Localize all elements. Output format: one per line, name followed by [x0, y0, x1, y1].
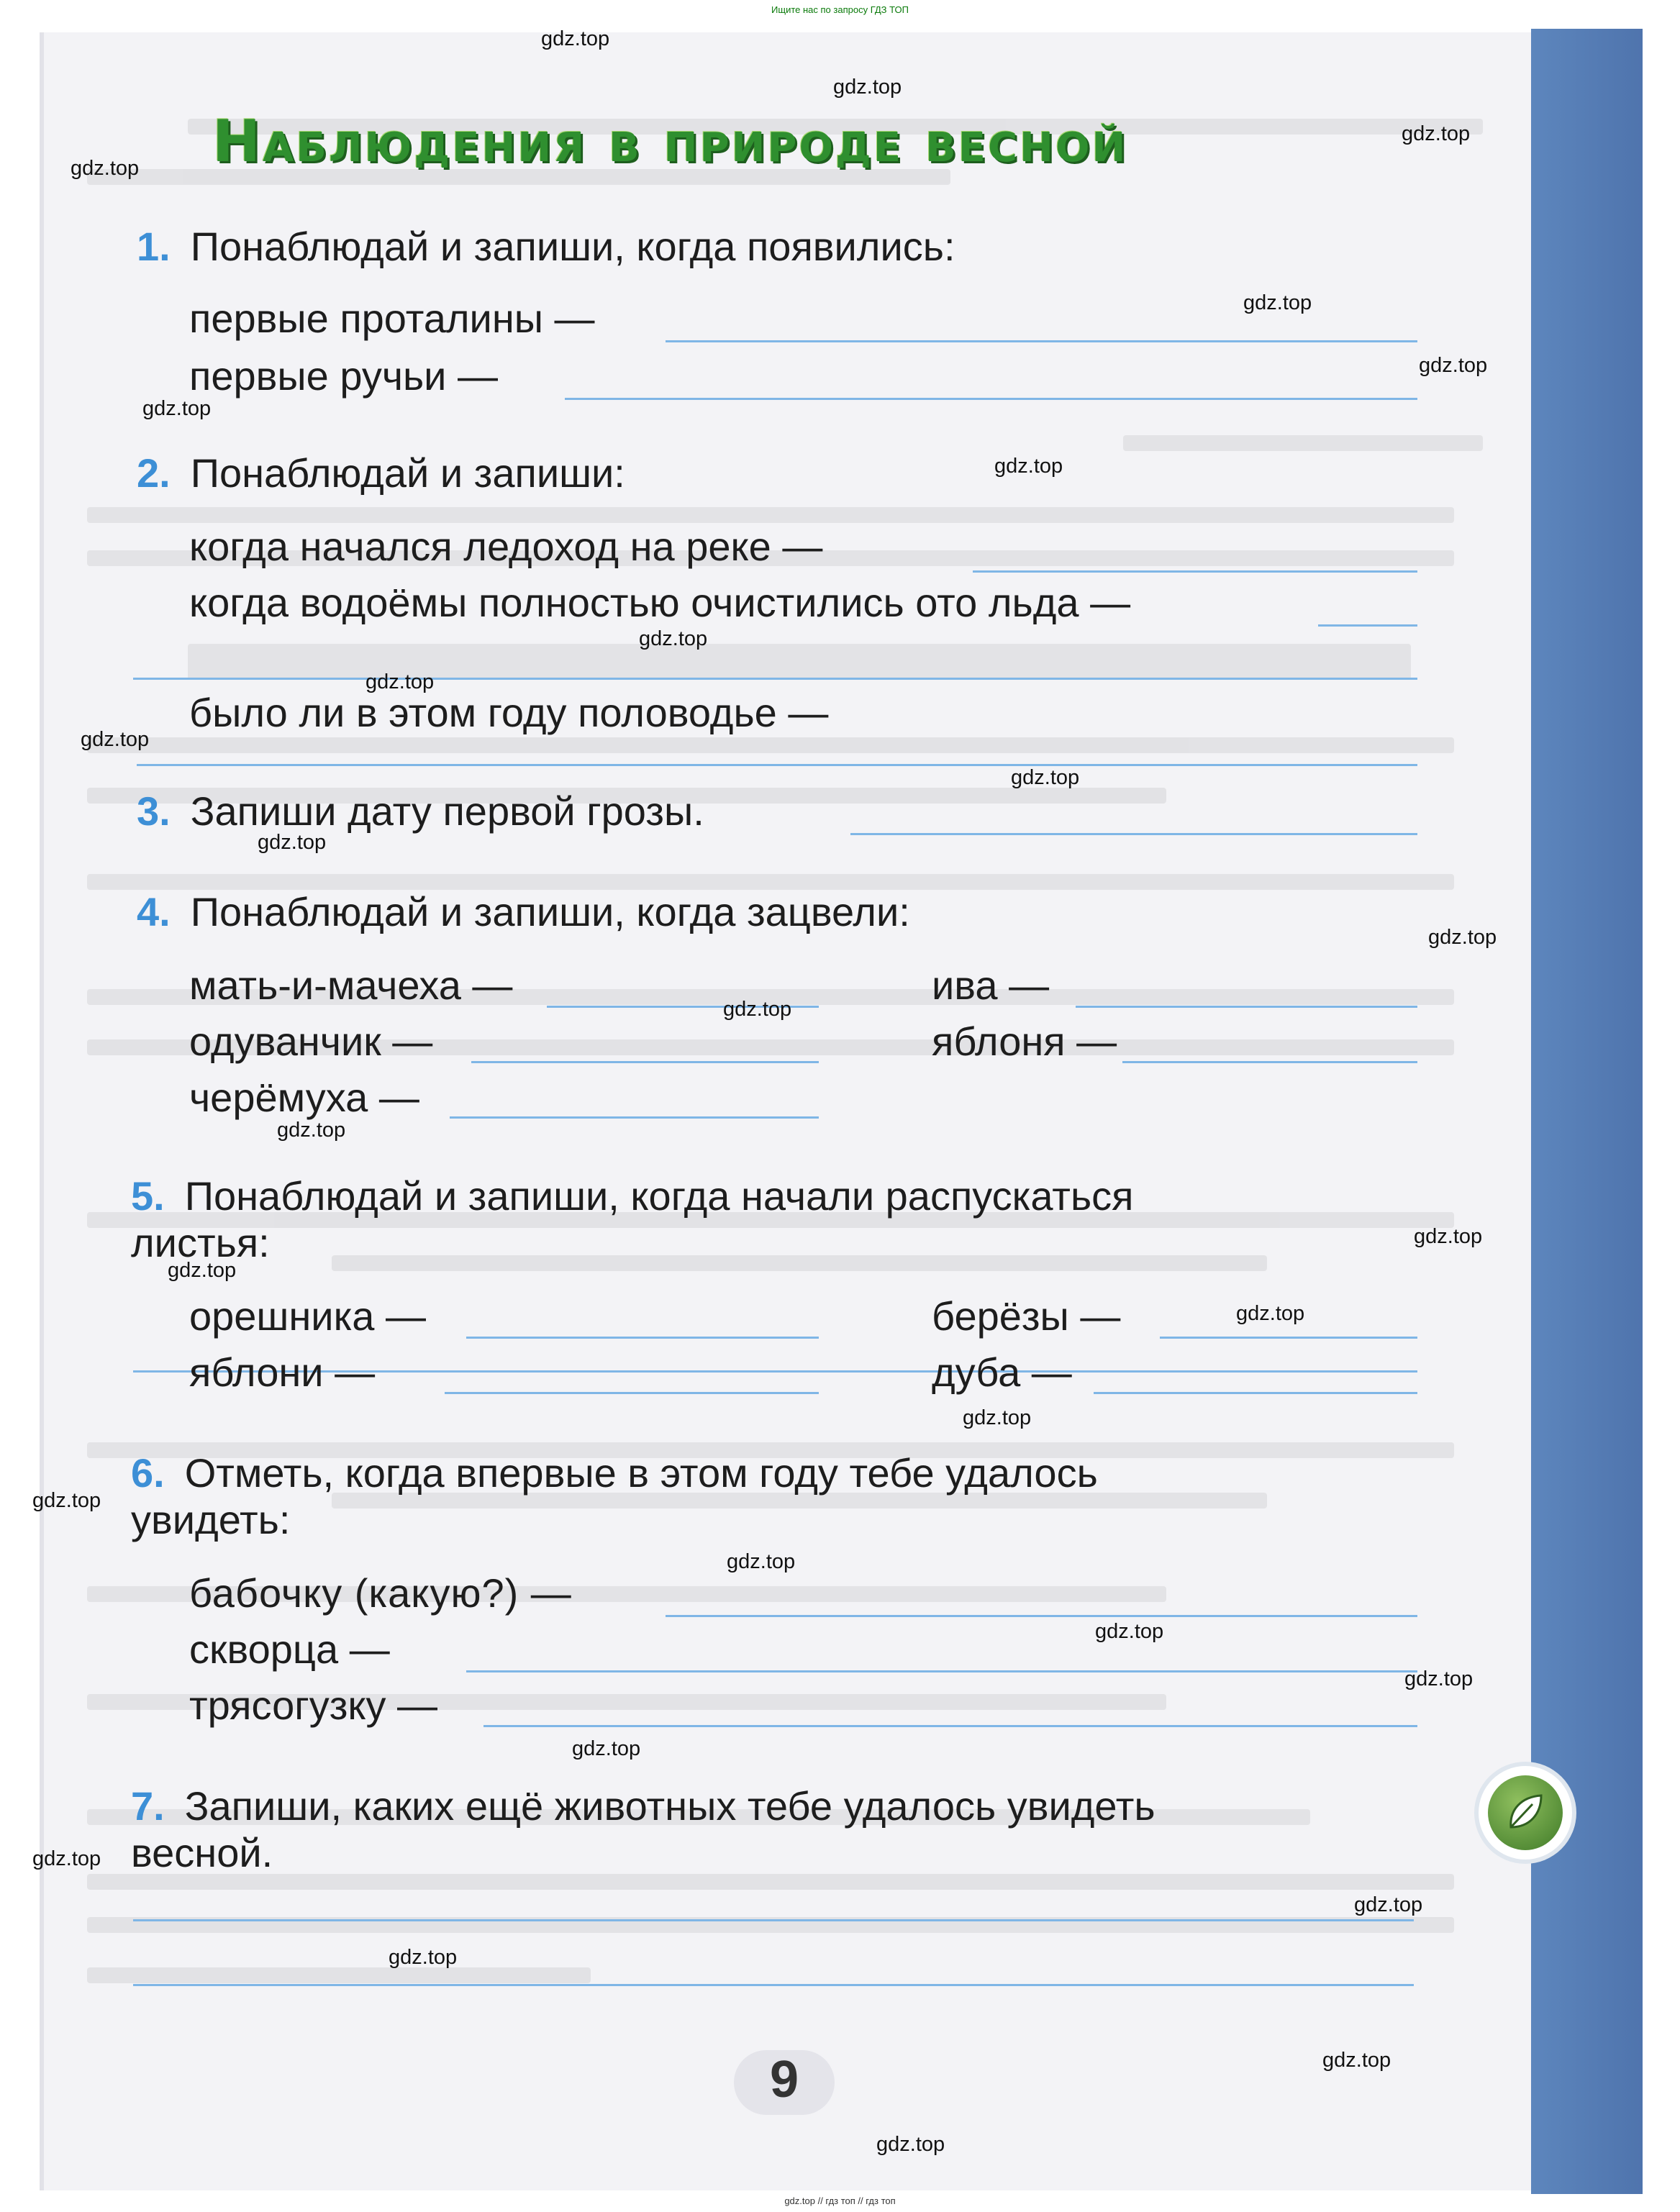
watermark: gdz.top: [572, 1737, 641, 1760]
answer-line[interactable]: [137, 764, 1417, 766]
watermark: gdz.top: [365, 670, 435, 693]
watermark: gdz.top: [1428, 926, 1497, 949]
watermark: gdz.top: [723, 998, 792, 1021]
answer-line[interactable]: [1122, 1061, 1417, 1063]
watermark: gdz.top: [994, 455, 1063, 478]
task-6-item-wagtail: трясогузку —: [189, 1683, 438, 1728]
watermark: gdz.top: [277, 1119, 346, 1142]
task-6-heading-cont: увидеть:: [131, 1497, 291, 1542]
answer-line[interactable]: [445, 1392, 819, 1394]
task-5-item-birch: берёзы —: [932, 1293, 1121, 1339]
task-1-item-streams: первые ручьи —: [189, 353, 499, 399]
answer-line[interactable]: [1094, 1392, 1417, 1394]
task-4-item-coltsfoot: мать-и-мачеха —: [189, 962, 513, 1008]
task-4-item-dandelion: одуванчик —: [189, 1019, 433, 1064]
page-edge-bar: [1531, 29, 1643, 2194]
watermark: gdz.top: [32, 1489, 101, 1512]
answer-line[interactable]: [666, 1615, 1417, 1617]
task-6-heading: 6. Отметь, когда впервые в этом году тебе удалось: [131, 1450, 1098, 1496]
task-5-item-apple: яблони —: [189, 1349, 376, 1395]
answer-line[interactable]: [973, 570, 1417, 573]
task-5-heading-cont: листья:: [131, 1220, 270, 1265]
task-6-item-starling: скворца —: [189, 1626, 390, 1672]
task-1-item-thaw: первые проталины —: [189, 296, 595, 341]
task-3-heading: 3. Запиши дату первой грозы.: [137, 788, 704, 834]
task-6-item-butterfly: бабочку (какую?) —: [189, 1570, 572, 1616]
watermark: gdz.top: [1322, 2049, 1391, 2072]
answer-line[interactable]: [133, 1919, 1414, 1921]
watermark: gdz.top: [1419, 354, 1488, 377]
watermark: gdz.top: [1095, 1620, 1164, 1643]
answer-line[interactable]: [850, 833, 1417, 835]
task-4-item-apple: яблоня —: [932, 1019, 1117, 1064]
task-5-item-oak: дуба —: [932, 1349, 1072, 1395]
task-2-heading: 2. Понаблюдай и запиши:: [137, 450, 625, 496]
watermark: gdz.top: [727, 1550, 796, 1573]
watermark: gdz.top: [32, 1847, 101, 1870]
answer-line[interactable]: [1318, 624, 1417, 627]
footer-note: gdz.top // гдз топ // гдз топ: [784, 2195, 896, 2206]
leaf-icon: [1504, 1790, 1547, 1836]
watermark: gdz.top: [1354, 1893, 1423, 1916]
answer-line[interactable]: [1160, 1337, 1417, 1339]
watermark: gdz.top: [1402, 122, 1471, 145]
answer-line[interactable]: [133, 678, 1417, 680]
watermark: gdz.top: [1236, 1302, 1305, 1325]
task-5-heading: 5. Понаблюдай и запиши, когда начали распускаться: [131, 1173, 1134, 1219]
task-7-heading-cont: весной.: [131, 1830, 273, 1875]
answer-line[interactable]: [450, 1116, 819, 1119]
leaf-badge: [1479, 1766, 1572, 1860]
watermark: gdz.top: [142, 397, 212, 420]
watermark: gdz.top: [71, 157, 140, 180]
answer-line[interactable]: [565, 398, 1417, 400]
task-5-item-hazel: орешника —: [189, 1293, 426, 1339]
watermark: gdz.top: [541, 27, 610, 50]
watermark: gdz.top: [833, 76, 902, 99]
watermark: gdz.top: [81, 728, 150, 751]
answer-line[interactable]: [471, 1061, 819, 1063]
answer-line[interactable]: [466, 1670, 1417, 1672]
page-number: 9: [769, 2051, 799, 2108]
watermark: gdz.top: [389, 1946, 458, 1969]
watermark: gdz.top: [1404, 1667, 1474, 1690]
task-7-heading: 7. Запиши, каких ещё животных тебе удалось увидеть: [131, 1783, 1155, 1829]
page-title: Наблюдения в природе весной: [212, 108, 1128, 175]
watermark: gdz.top: [168, 1259, 237, 1282]
watermark: gdz.top: [639, 627, 708, 650]
watermark: gdz.top: [876, 2133, 945, 2156]
answer-line[interactable]: [1076, 1006, 1417, 1008]
answer-line[interactable]: [666, 340, 1417, 342]
answer-line[interactable]: [466, 1337, 819, 1339]
answer-line[interactable]: [133, 1984, 1414, 1986]
watermark: gdz.top: [258, 831, 327, 854]
task-2-item-flood: было ли в этом году половодье —: [189, 690, 829, 735]
watermark: gdz.top: [1414, 1225, 1483, 1248]
task-4-heading: 4. Понаблюдай и запиши, когда зацвели:: [137, 889, 910, 934]
task-1-heading: 1. Понаблюдай и запиши, когда появились:: [137, 224, 955, 269]
watermark: gdz.top: [963, 1406, 1032, 1429]
task-2-item-ice-free: когда водоёмы полностью очистились ото льда —: [189, 580, 1131, 625]
watermark: gdz.top: [1011, 766, 1080, 789]
watermark: gdz.top: [1243, 291, 1312, 314]
task-2-item-icedrift: когда начался ледоход на реке —: [189, 524, 823, 569]
answer-line[interactable]: [483, 1725, 1417, 1727]
task-4-item-bird-cherry: черёмуха —: [189, 1075, 419, 1120]
header-note: Ищите нас по запросу ГДЗ ТОП: [771, 4, 909, 15]
task-4-item-willow: ива —: [932, 962, 1050, 1008]
